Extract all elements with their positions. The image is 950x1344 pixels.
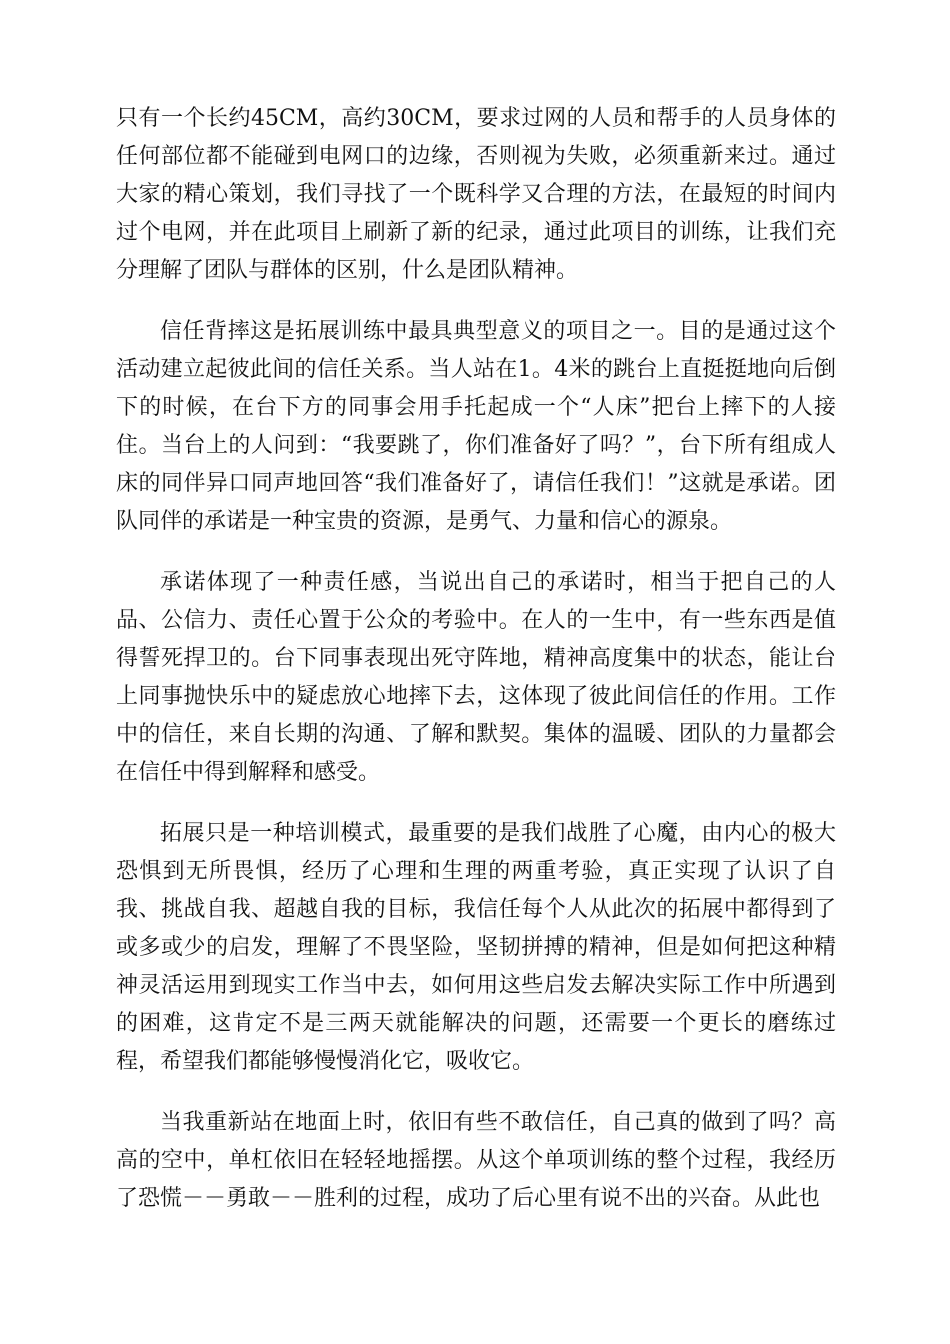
document-body: [116, 100, 836, 1241]
paragraph-electric-net: 只有一个长约45CM，高约30CM，要求过网的人员和帮手的人员身体的任何部位都不能碰到电网口的边缘，否则视为失败，必须重新来过。通过大家的精心策划，我们寻找了一个既科学又合理的方法，在最短的时间内过个电网，并在此项目上刷新了新的纪录，通过此项目的训练，让我们充分理解了团队与群体的区别，什么是团队精神。: [116, 106, 836, 283]
paragraph-commitment: 承诺体现了一种责任感，当说出自己的承诺时，相当于把自己的人品、公信力、责任心置于公众的考验中。在人的一生中，有一些东西是值得誓死捍卫的。台下同事表现出死守阵地，精神高度集中的状态，能让台上同事抛快乐中的疑虑放心地摔下去，这体现了彼此间信任的作用。工作中的信任，来自长期的沟通、了解和默契。集体的温暖、团队的力量都会在信任中得到解释和感受。: [116, 570, 836, 785]
paragraph-back-on-ground: 当我重新站在地面上时，依旧有些不敢信任，自己真的做到了吗？高高的空中，单杠依旧在轻轻地摇摆。从这个单项训练的整个过程，我经历了恐慌－－勇敢－－胜利的过程，成功了后心里有说不出的兴奋。从此也: [116, 1110, 836, 1211]
paragraph-trust-fall: 信任背摔这是拓展训练中最具典型意义的项目之一。目的是通过这个活动建立起彼此间的信任关系。当人站在1。4米的跳台上直挺挺地向后倒下的时候，在台下方的同事会用手托起成一个“人床”把台上摔下的人接住。当台上的人问到：“我要跳了，你们准备好了吗？”，台下所有组成人床的同伴异口同声地回答“我们准备好了，请信任我们！”这就是承诺。团队同伴的承诺是一种宝贵的资源，是勇气、力量和信心的源泉。: [116, 319, 836, 534]
paragraph-training-reflection: 拓展只是一种培训模式，最重要的是我们战胜了心魔，由内心的极大恐惧到无所畏惧，经历了心理和生理的两重考验，真正实现了认识了自我、挑战自我、超越自我的目标，我信任每个人从此次的拓展中都得到了或多或少的启发，理解了不畏坚险，坚韧拼搏的精神，但是如何把这种精神灵活运用到现实工作当中去，如何用这些启发去解决实际工作中所遇到的困难，这肯定不是三两天就能解决的问题，还需要一个更长的磨练过程，希望我们都能够慢慢消化它，吸收它。: [116, 821, 836, 1074]
